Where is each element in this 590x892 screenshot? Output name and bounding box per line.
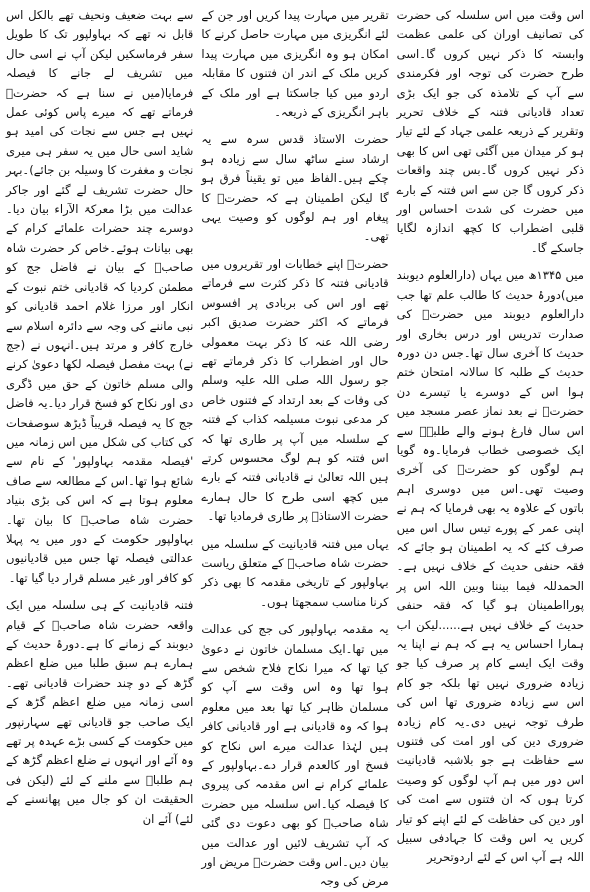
text-column-right: [396, 6, 584, 865]
paragraph: تقریر میں مہارت پیدا کریں اور جن کے لئے انگریزی میں مہارت حاصل کرنے کا امکان ہو وہ انگریزی میں مہارت پیدا کریں ملک کے اندر ان فتنوں کا مقابلہ اردو میں کیا جاسکتا ہے اور ملک کے باہر انگریزی کے ذریعہ۔: [201, 8, 389, 120]
text-column-left: [6, 6, 194, 826]
paragraph: حضرتؒ اپنے خطابات اور تقریروں میں قادیانی فتنہ کا ذکر کثرت سے فرماتے تھے اور اس کی بربادی پر افسوس فرماتے کہ اکثر حضرت صدیق اکبر رضی اللہ عنہ کا ذکر بہت معمولی حال اور اضطراب کا ذکر فرماتے تھے جو رسول اللہ صلی اللہ علیہ وسلم کی وفات کے بعد ارتداد کے فتنوں خاص کر مدعی نبوت مسیلمہ کذاب کے فتنہ کے سلسلہ میں آپ پر طاری تھا کہ اس فتنہ کو ہم لوگ محسوس کرتے ہیں اللہ تعالیٰ نے قادیانی فتنہ کے بارے میں کچھ اسی طرح کا حال ہمارے حضرت الاستاذؒ پر طاری فرمادیا تھا۔: [201, 256, 389, 524]
paragraph: اس وقت میں اس سلسلہ کی حضرت کی تصانیف اوران کی علمی عظمت وابستہ کا ذکر نہیں کروں گا۔اسی طرح حضرت کی توجہ اور فکرمندی سے آپ کے تلامذہ کی جو ایک بڑی تعداد قادیانی فتنہ کے خلاف تحریر وتقریر کے ذریعہ علمی جہاد کے لئے تیار ہو کر میدان میں آگئی تھی اس کا بھی ذکر نہیں کروں گا۔بس چند واقعات ذکر کروں گا جن سے اس فتنہ کے بارے میں حضرت کی شدت احساس اور قلبی اضطراب کا کچھ اندازہ لگایا جاسکے گا۔: [396, 8, 584, 255]
paragraph: میں ۱۳۴۵ھ میں یہاں (دارالعلوم دیوبند میں)دورۂ حدیث کا طالب علم تھا جب دارالعلوم دیوبند میں حضرتؒ کی صدارت تدریس اور درس بخاری اور حدیث کا آخری سال تھا۔جس دن دورہ حدیث کے طلبہ کا سالانہ امتحان ختم ہوا اس کے دوسرے یا تیسرے دن حضرتؒ نے بعد نماز عصر مسجد میں اس سال فارغ ہونے والے طلبہؒ سے ایک خصوصی خطاب فرمایا۔وہ گویا ہم لوگوں کو حضرتؒ کی آخری وصیت تھی۔اس میں دوسری اہم باتوں کے علاوہ یہ بھی فرمایا کہ ہم نے اپنی عمر کے پورے تیس سال اس میں صرف کئے کہ یہ اطمینان ہو جائے کہ فقہ حنفی حدیث کے خلاف نہیں ہے۔الحمدللہ فیما بیننا وبین اللہ اس پر پورااطمینان ہو گیا کہ فقہ حنفی حدیث کے خلاف نہیں ہے......لیکن اب ہمارا احساس یہ ہے کہ ہم نے اپنا یہ وقت ایک ایسے کام پر صرف کیا جو زیادہ ضروری نہیں تھا بلکہ جو کام اس سے زیادہ ضروری تھا اس کی طرف توجہ نہیں دی۔یہ کام زیادہ ضروری دین کی اور امت کی فتنوں سے حفاظت ہے جو بلاشبہ قادیانیت اس دور میں ہم آپ لوگوں کو وصیت کرتا ہوں کہ ان فتنوں سے امت کی اور دین کی حفاظت کے لئے اپنے کو تیار کریں یہ اس وقت کا جہادفی سبیل اللہ ہے آپ اس کے لئے اردوتحریر: [396, 268, 584, 865]
paragraph: یہاں میں فتنہ قادیانیت کے سلسلہ میں حضرت شاہ صاحبؒ کے متعلق ریاست بہاولپور کے تاریخی مقدمہ کا بھی ذکر کرنا مناسب سمجھتا ہوں۔: [201, 536, 389, 609]
paragraph: حضرت الاستاذ قدس سرہ سے یہ ارشاد سنے ساٹھ سال سے زیادہ ہو چکے ہیں۔الفاظ میں تو یقیناً فرق ہو گا لیکن اطمینان ہے کہ حضرتؒ کا پیغام اور ہم لوگوں کو وصیت یہی تھی۔: [201, 132, 389, 244]
paragraph: فتنہ قادیانیت کے ہی سلسلہ میں ایک واقعہ حضرت شاہ صاحبؒ کے قیام دیوبند کے زمانے کا ہے۔دورۂ حدیث کے ہمارے ہم سبق طلبا میں ضلع اعظم گڑھ کے دو چند حضرات قادیانی تھے۔اسی زمانہ میں ضلع اعظم گڑھ کے ایک صاحب جو قادیانی تھے سہارنپور میں حکومت کے کسی بڑے عہدہ پر تھے وہ آئے اور انہوں نے ضلع اعظم گڑھ کے ہم طلباؒ سے ملنے کے لئے (لیکن فی الحقیقت ان کو جال میں پھانسنے کے لئے) آئے ان: [6, 598, 194, 826]
text-column-middle: [201, 6, 389, 889]
paragraph: یہ مقدمہ بہاولپور کی جج کی عدالت میں تھا۔ایک مسلمان خاتون نے دعویٰ کیا تھا کہ میرا نکاح فلاح شخص سے ہوا تھا وہ اس وقت سے آپ کو مسلمان ظاہر کیا تھا بعد میں معلوم ہوا کہ وہ قادیانی ہے اور قادیانی کافر ہیں لہٰذا عدالت میرے اس نکاح کو فسخ اور کالعدم قرار دے۔بہاولپور کے علمائے کرام نے اس مقدمہ کی پیروی کا فیصلہ کیا۔اس سلسلہ میں حضرت شاہ صاحبؒ کو بھی دعوت دی گئی کہ آپ تشریف لائیں اور عدالت میں بیان دیں۔اس وقت حضرتؒ مریض اور مرض کی وجہ: [201, 622, 389, 889]
paragraph: سے بہت ضعیف ونحیف تھے بالکل اس قابل نہ تھے کہ بہاولپور تک کا طویل سفر فرماسکیں لیکن آپ نے اسی حال میں تشریف لے جانے کا فیصلہ فرمایا(میں نے سنا ہے کہ حضرتؒ فرماتے تھے کہ میرے پاس کوئی عمل نہیں ہے جس سے نجات کی امید ہو شاید اسی حال میں یہ سفر ہی میری نجات و مغفرت کا وسیلہ بن جائے)۔بہر حال حضرت تشریف لے گئے اور جاکر عدالت میں بڑا معرکۃ الآراء بیان دیا۔دوسرے چند حضرات علمائے کرام کے بھی بیانات ہوئے۔خاص کر حضرت شاہ صاحبؒ کے بیان نے فاضل جج کو مطمئن کردیا کہ قادیانی ختم نبوت کے انکار اور مرزا غلام احمد قادیانی کو نبی ماننے کی وجہ سے دائرہ اسلام سے خارج کافر و مرتد ہیں۔انہوں نے (جج نے) بہت مفصل فیصلہ لکھا دعویٰ کرنے والی مسلم خاتون کے حق میں ڈگری دی اور نکاح کو فسخ قرار دیا۔یہ فاضل جج کا یہ فیصلہ قریباً ڈیڑھ سوصفحات کی کتاب کی شکل میں اس زمانہ میں 'فیصلہ مقدمہ بہاولپور' کے نام سے شائع ہوا تھا۔اس کے مطالعہ سے صاف معلوم ہوتا ہے کہ اس کی بڑی بنیاد حضرت شاہ صاحبؒ کا بیان تھا۔بہاولپور حکومت کے دور میں یہ پہلا عدالتی فیصلہ تھا جس میں قادیانیوں کو کافر اور غیر مسلم قرار دیا گیا تھا۔: [6, 8, 194, 585]
